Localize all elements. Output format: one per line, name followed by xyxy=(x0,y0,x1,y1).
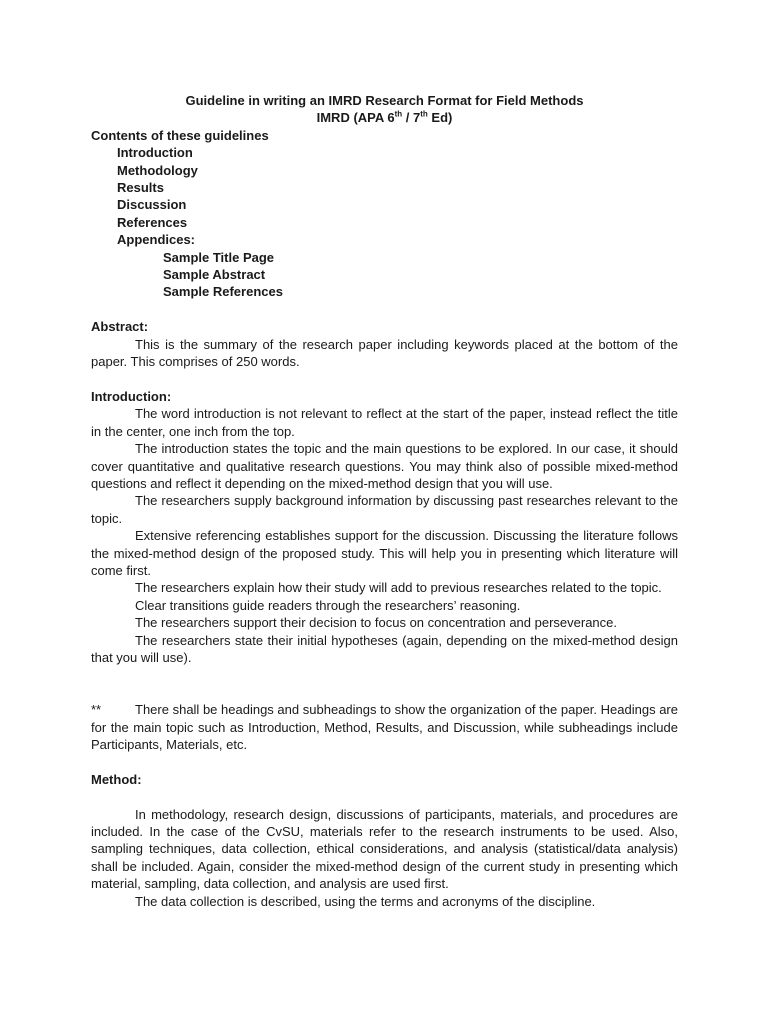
subtitle-part-2: / 7 xyxy=(402,110,421,126)
introduction-paragraph: Clear transitions guide readers through the researchers’ reasoning. xyxy=(135,597,521,613)
method-paragraph: The data collection is described, using the terms and acronyms of the discipline. xyxy=(135,893,596,909)
contents-subitem: Sample References xyxy=(163,284,283,300)
contents-subitem: Sample Title Page xyxy=(163,249,275,265)
headings-note xyxy=(91,701,678,753)
method-paragraph: In methodology, research design, discussions of participants, materials, and procedures are included. In the case of the CvSU, materials refer to the research instruments to be used. Also, sampling techniques, data collection, ethical considerations, and analysis (statistical/data analysis) shall be included. Again, consider the mixed-method design of the current study in presenting which material, sampling, data collection, and analysis are used first. xyxy=(91,806,678,892)
contents-heading: Contents of these guidelines xyxy=(91,127,269,143)
contents-list xyxy=(91,144,678,301)
spacer xyxy=(91,788,678,805)
introduction-paragraph: The researchers support their decision to focus on concentration and perseverance. xyxy=(135,615,617,631)
contents-item: Introduction xyxy=(117,145,193,161)
superscript-th-2: th xyxy=(420,110,428,120)
introduction-paragraph: The researchers state their initial hypotheses (again, depending on the mixed-method design that you will use). xyxy=(91,632,678,665)
method-heading: Method: xyxy=(91,771,142,787)
contents-item: Appendices: xyxy=(117,232,196,248)
spacer xyxy=(91,370,678,387)
introduction-paragraph: The word introduction is not relevant to reflect at the start of the paper, instead reflect the title in the center, one inch from the top. xyxy=(91,406,678,439)
contents-subitem: Sample Abstract xyxy=(163,267,266,283)
abstract-paragraph: This is the summary of the research paper including keywords placed at the bottom of the paper. This comprises of 250 words. xyxy=(91,336,678,370)
contents-item: References xyxy=(117,214,188,230)
superscript-th-1: th xyxy=(394,110,403,120)
document-subtitle xyxy=(91,109,678,126)
note-marker: ** xyxy=(91,702,102,718)
introduction-paragraph: Extensive referencing establishes support for the discussion. Discussing the literature follows the mixed-method design of the proposed study. This will help you in presenting which literature will come first. xyxy=(91,528,678,578)
subtitle-part-1: IMRD (APA 6 xyxy=(316,110,395,126)
note-text: There shall be headings and subheadings to show the organization of the paper. Headings are for the main topic such as Introduction, Method, Results, and Discussion, while subheadings include Participants, Materials, etc. xyxy=(91,702,678,752)
introduction-paragraph: The researchers supply background information by discussing past researches relevant to the topic. xyxy=(91,493,678,526)
contents-item: Methodology xyxy=(117,162,198,178)
subtitle-part-3: Ed) xyxy=(427,110,453,126)
introduction-paragraph: The introduction states the topic and the main questions to be explored. In our case, it should cover quantitative and qualitative research questions. You may think also of possible mixed-method questions and reflect it depending on the mixed-method design that you will use. xyxy=(91,441,678,491)
contents-item: Results xyxy=(117,180,164,196)
spacer xyxy=(91,753,678,770)
spacer xyxy=(91,301,678,318)
contents-item: Discussion xyxy=(117,197,187,213)
abstract-heading: Abstract: xyxy=(91,319,149,335)
spacer xyxy=(91,666,678,701)
document-title: Guideline in writing an IMRD Research Format for Field Methods xyxy=(185,93,584,108)
introduction-paragraph: The researchers explain how their study will add to previous researches related to the topic. xyxy=(135,580,662,596)
introduction-heading: Introduction: xyxy=(91,388,172,404)
